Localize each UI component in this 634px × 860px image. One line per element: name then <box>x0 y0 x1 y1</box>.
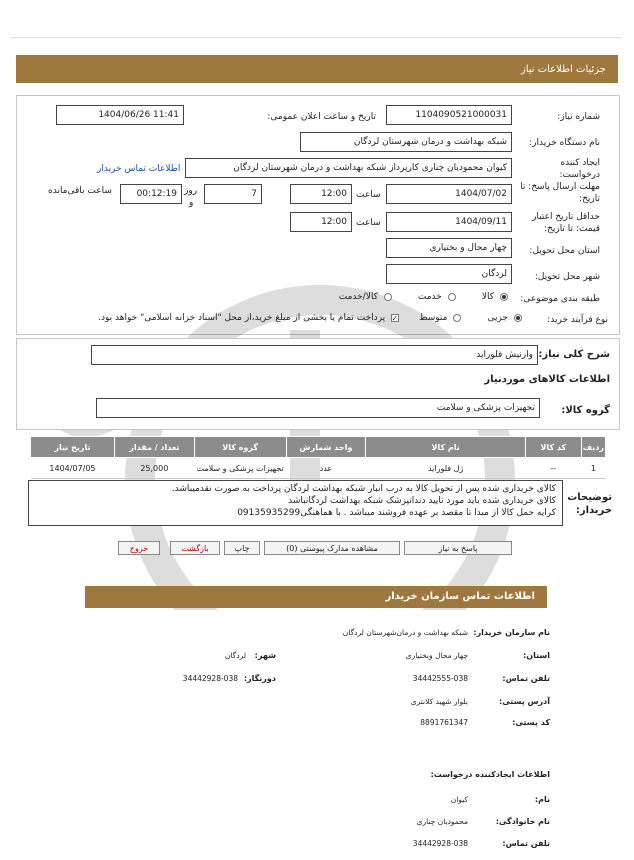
summary-label: شرح کلی نیاز: <box>538 349 610 360</box>
province-label: استان محل تحویل: <box>529 246 600 256</box>
creator-phone-label: تلفن تماس: <box>502 839 550 848</box>
col-goods-group: گروه کالا <box>194 437 286 458</box>
contact-province-label: استان: <box>523 651 550 660</box>
process-radio-group <box>98 313 522 323</box>
cell-need-date: 1404/07/05 <box>31 458 115 479</box>
city-label: شهر محل تحویل: <box>534 272 600 282</box>
creator-field: کیوان محمودیان چناری کارپرداز شبکه بهداشت و درمان شهرستان لردگان <box>185 158 512 178</box>
buyer-contact-link[interactable]: اطلاعات تماس خریدار <box>97 164 181 174</box>
buyer-name-field: شبکه بهداشت و درمان شهرستان لردگان <box>300 132 512 152</box>
deadline-time-label: ساعت <box>356 190 381 200</box>
validity-label-2: قیمت: تا تاریخ: <box>544 224 600 234</box>
category-label: طبقه بندی موضوعی: <box>520 294 600 304</box>
creator-family-label: نام خانوادگی: <box>495 817 550 826</box>
top-divider <box>10 37 622 38</box>
need-number-field: 1104090521000031 <box>386 105 512 125</box>
exit-button[interactable]: خروج <box>118 541 160 555</box>
contact-postal-label: کد پستی: <box>512 718 550 727</box>
validity-time-label: ساعت <box>356 218 381 228</box>
process-radio-medium[interactable] <box>453 314 461 322</box>
buyer-notes-label-2: خریدار: <box>575 505 612 516</box>
validity-time-field: 12:00 <box>290 212 352 232</box>
days-field: 7 <box>204 184 262 204</box>
category-radio-goods[interactable] <box>500 293 508 301</box>
process-type-label: نوع فرآیند خرید: <box>547 315 608 325</box>
goods-info-title: اطلاعات کالاهای موردنیاز <box>484 374 610 385</box>
contact-province-value: چهار محال وبختیاری <box>405 651 468 660</box>
contact-phone-value: 34442555-038 <box>412 674 468 683</box>
category-option-both: کالا/خدمت <box>338 292 378 302</box>
contact-phone-label: تلفن تماس: <box>502 674 550 683</box>
days-label: روز <box>184 186 198 196</box>
creator-phone-value: 34442928-038 <box>412 839 468 848</box>
announce-date-field: 1404/06/26 11:41 <box>56 105 184 125</box>
table-row <box>31 458 606 479</box>
process-option-small: جزیی <box>487 313 508 323</box>
remaining-time-field: 00:12:19 <box>120 184 182 204</box>
treasury-checkbox[interactable]: ✓ <box>391 314 399 323</box>
col-quantity: تعداد / مقدار <box>114 437 194 458</box>
remaining-time-label: ساعت باقی‌مانده <box>48 186 112 196</box>
treasury-note: پرداخت تمام یا بخشی از مبلغ خرید،از محل "اسناد خزانه اسلامی" خواهد بود. <box>98 313 386 323</box>
cell-unit: عدد <box>286 458 366 479</box>
contact-org-value: شبکه بهداشت و درمان‌شهرستان لردگان <box>342 628 468 637</box>
goods-group-field: تجهیزات پزشکی و سلامت <box>96 398 540 418</box>
deadline-date-field: 1404/07/02 <box>386 184 512 204</box>
need-number-label: شماره نیاز: <box>557 112 600 122</box>
notes-line-2: کالای خریداری شده باید مورد تایید دندانپزشک شبکه بهداشت لردگانباشد <box>288 496 556 506</box>
creator-name-value: کیوان <box>450 795 468 804</box>
cell-quantity: 25,000 <box>114 458 194 479</box>
buyer-notes-box <box>28 480 563 526</box>
contact-fax-label: دورنگار: <box>243 674 276 683</box>
category-option-goods: کالا <box>481 292 494 302</box>
buyer-notes-label: توضیحات <box>567 492 612 503</box>
attachments-button[interactable]: مشاهده مدارک پیوستی (0) <box>264 541 400 555</box>
print-button[interactable]: چاپ <box>224 541 260 555</box>
process-option-medium: متوسط <box>419 313 448 323</box>
back-button[interactable]: بازگشت <box>170 541 220 555</box>
contact-title: اطلاعات تماس سازمان خریدار <box>385 591 535 602</box>
page-title: جزئیات اطلاعات نیاز <box>520 64 606 75</box>
cell-goods-code: -- <box>525 458 581 479</box>
reply-button[interactable]: پاسخ به نیاز <box>404 541 512 555</box>
page-header <box>16 55 618 83</box>
goods-group-label: گروه کالا: <box>561 405 610 416</box>
creator-label-2: درخواست: <box>559 170 600 180</box>
creator-family-value: محمودیان چناری <box>416 817 468 826</box>
city-field: لردگان <box>386 264 512 284</box>
contact-address-label: آدرس پستی: <box>499 697 550 706</box>
deadline-time-field: 12:00 <box>290 184 352 204</box>
process-radio-small[interactable] <box>514 314 522 322</box>
creator-label: ایجاد کننده <box>560 158 600 168</box>
creator-name-label: نام: <box>534 795 550 804</box>
cell-row-number: 1 <box>581 458 605 479</box>
contact-org-label: نام سازمان خریدار: <box>473 628 550 637</box>
category-radio-both[interactable] <box>384 293 392 301</box>
goods-table <box>30 436 606 479</box>
announce-date-label: تاریخ و ساعت اعلان عمومی: <box>267 112 376 122</box>
summary-field: وارنیش فلوراید <box>91 345 538 365</box>
validity-date-field: 1404/09/11 <box>386 212 512 232</box>
validity-label: حداقل تاریخ اعتبار <box>532 212 600 222</box>
category-radio-group <box>339 292 508 302</box>
category-option-service: خدمت <box>417 292 442 302</box>
col-goods-name: نام کالا <box>366 437 526 458</box>
province-field: چهار محال و بختیاری <box>386 238 512 258</box>
buyer-name-label: نام دستگاه خریدار: <box>529 138 600 148</box>
deadline-label: مهلت ارسال پاسخ: تا <box>520 182 600 192</box>
cell-goods-group: تجهیزات پزشکی و سلامت <box>194 458 286 479</box>
notes-line-3: کرایه حمل کالا از مبدا تا مقصد بر عهده فروشند میباشد . با هماهنگی09135935299 <box>237 508 556 518</box>
col-goods-code: کد کالا <box>525 437 581 458</box>
col-need-date: تاریخ نیاز <box>31 437 115 458</box>
contact-fax-value: 34442928-038 <box>182 674 238 683</box>
and-label: و <box>189 198 194 208</box>
deadline-label-2: تاریخ: <box>579 194 600 204</box>
category-radio-service[interactable] <box>448 293 456 301</box>
contact-address-value: بلوار شهید کلانتری <box>410 697 468 706</box>
notes-line-1: کالای خریداری شده پس از تحویل کالا به درب انبار شبکه بهداشت لردگان پرداخت به صورت نقدمیباشد. <box>171 484 556 494</box>
cell-goods-name: ژل فلوراید <box>366 458 526 479</box>
contact-header <box>85 586 547 608</box>
col-row-number: ردیف <box>581 437 605 458</box>
creator-info-title: اطلاعات ایجادکننده درخواست: <box>430 770 550 779</box>
col-unit: واحد شمارش <box>286 437 366 458</box>
contact-city-value: لردگان <box>224 651 246 660</box>
contact-postal-value: 8891761347 <box>420 718 468 727</box>
table-header-row <box>31 437 606 458</box>
contact-city-label: شهر: <box>254 651 276 660</box>
